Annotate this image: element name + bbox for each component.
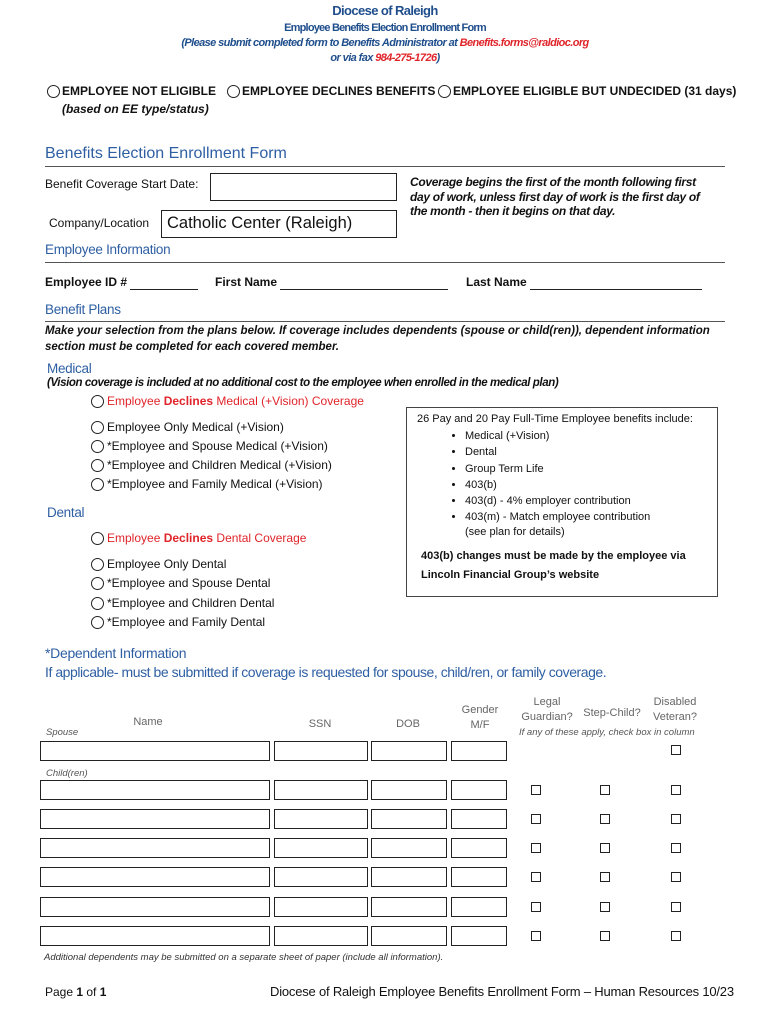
medical-decline-prefix: Employee [107,394,164,408]
child-step-child-checkbox[interactable] [600,931,610,941]
last-name-line[interactable] [530,275,702,290]
additional-dependents-note: Additional dependents may be submitted on a separate sheet of paper (include all information). [44,952,444,963]
medical-option-label: *Employee and Family Medical (+Vision) [107,477,323,491]
child-dob-input[interactable] [371,897,447,917]
dental-decline-suffix: Dental Coverage [213,531,307,545]
plan-instructions: Make your selection from the plans below. If coverage includes dependents (spouse or child(ren)), dependent information section must be completed for each covered member. [45,325,710,353]
medical-option-label: *Employee and Spouse Medical (+Vision) [107,439,328,453]
start-date-label: Benefit Coverage Start Date: [45,177,199,191]
not-eligible-option[interactable] [47,84,216,98]
dental-option-radio[interactable] [91,597,104,610]
dental-option-label: Employee Only Dental [107,557,227,571]
medical-option-employee-spouse[interactable] [91,439,328,453]
dental-option-radio[interactable] [91,616,104,629]
diocese-title: Diocese of Raleigh [332,3,438,18]
children-label: Child(ren) [46,768,88,779]
benefits-summary-box [406,407,718,597]
child-step-child-checkbox[interactable] [600,843,610,853]
child-gender-input[interactable] [451,838,507,858]
page-total: 1 [99,985,107,999]
child-gender-input[interactable] [451,809,507,829]
medical-option-radio[interactable] [91,459,104,472]
spouse-disabled-veteran-checkbox[interactable] [671,745,681,755]
fax-instructions [0,52,770,64]
benefits-403b-note: 403(b) changes must be made by the employee via Lincoln Financial Group’s website [421,549,686,581]
medical-option-employee-only[interactable] [91,420,284,434]
page-prefix: Page [45,985,77,999]
vision-note: (Vision coverage is included at no additional cost to the employee when enrolled in the medical plan) [47,377,559,389]
child-legal-guardian-checkbox[interactable] [531,843,541,853]
child-step-child-checkbox[interactable] [600,872,610,882]
company-location-input[interactable]: Catholic Center (Raleigh) [161,210,397,238]
child-gender-input[interactable] [451,897,507,917]
undecided-option[interactable] [438,84,736,98]
dental-decline-bold: Declines [163,531,214,545]
child-disabled-veteran-checkbox[interactable] [671,872,681,882]
not-eligible-radio[interactable] [47,85,60,98]
form-title: Benefits Election Enrollment Form [45,145,287,162]
child-disabled-veteran-checkbox[interactable] [671,814,681,824]
child-name-input[interactable] [40,809,270,829]
fax-number: 984-275-1726 [375,52,437,64]
child-name-input[interactable] [40,926,270,946]
benefits-list-item: • Group Term Life [465,461,717,477]
fax-suffix: ) [436,52,440,64]
child-disabled-veteran-checkbox[interactable] [671,931,681,941]
dependent-info-subheading: If applicable- must be submitted if coverage is requested for spouse, child/ren, or family coverage. [45,664,607,680]
medical-heading: Medical [47,361,92,376]
child-ssn-input[interactable] [274,780,368,800]
benefits-list-item: • Medical (+Vision) [465,428,717,444]
fax-prefix: or via fax [330,52,376,64]
child-ssn-input[interactable] [274,926,368,946]
benefits-plan-note: (see plan for details) [465,525,565,538]
col-step-child-header: Step-Child? [583,707,641,719]
dental-option-label: *Employee and Children Dental [107,596,275,610]
form-subtitle: Employee Benefits Election Enrollment Form [284,22,486,34]
child-disabled-veteran-checkbox[interactable] [671,785,681,795]
child-legal-guardian-checkbox[interactable] [531,814,541,824]
medical-option-radio[interactable] [91,478,104,491]
child-legal-guardian-checkbox[interactable] [531,872,541,882]
child-name-input[interactable] [40,897,270,917]
dental-decline-prefix: Employee [107,531,164,545]
submission-instructions [0,37,770,49]
child-name-input[interactable] [40,838,270,858]
medical-option-employee-children[interactable] [91,458,332,472]
dental-decline-option[interactable] [91,531,306,545]
child-gender-input[interactable] [451,780,507,800]
child-disabled-veteran-checkbox[interactable] [671,843,681,853]
employee-info-heading: Employee Information [45,242,171,257]
employee-info-rule [45,262,725,263]
child-ssn-input[interactable] [274,838,368,858]
medical-decline-bold: Declines [163,394,214,408]
dental-option-employee-children[interactable] [91,596,274,610]
dental-option-radio[interactable] [91,558,104,571]
start-date-input[interactable] [210,173,397,201]
coverage-note: Coverage begins the first of the month following first day of work, unless first day of work is the first day of the month - then it begins on that day. [410,175,700,218]
declines-benefits-radio[interactable] [227,85,240,98]
page-number [45,985,106,999]
dental-option-employee-family[interactable] [91,615,265,629]
child-dob-input[interactable] [371,867,447,887]
first-name-label: First Name [215,275,278,289]
child-dob-input[interactable] [371,926,447,946]
child-ssn-input[interactable] [274,809,368,829]
declines-benefits-label: EMPLOYEE DECLINES BENEFITS [242,84,436,98]
col-ssn-header: SSN [308,718,332,730]
dental-option-employee-spouse[interactable] [91,576,270,590]
dental-heading: Dental [47,505,85,520]
last-name-field[interactable] [466,275,702,290]
col-gender-header: Gender M/F [461,704,499,731]
benefits-email-link[interactable]: Benefits.forms@raldioc.org [459,37,589,49]
col-dob-header: DOB [396,718,420,730]
dental-option-employee-only[interactable] [91,557,226,571]
medical-decline-option[interactable] [91,394,364,408]
benefit-plans-rule [45,321,725,322]
spouse-name-input[interactable] [40,741,270,761]
benefit-plans-heading: Benefit Plans [45,302,121,317]
child-gender-input[interactable] [451,867,507,887]
child-disabled-veteran-checkbox[interactable] [671,902,681,912]
not-eligible-note: (based on EE type/status) [62,102,209,116]
spouse-dob-input[interactable] [371,741,447,761]
benefits-list-item: • 403(d) - 4% employer contribution [465,493,717,509]
child-step-child-checkbox[interactable] [600,814,610,824]
declines-benefits-option[interactable] [227,84,435,98]
benefits-list-item: • 403(b) [465,477,717,493]
child-legal-guardian-checkbox[interactable] [531,902,541,912]
dental-option-label: *Employee and Spouse Dental [107,576,271,590]
medical-option-radio[interactable] [91,440,104,453]
undecided-label: EMPLOYEE ELIGIBLE BUT UNDECIDED (31 days) [453,84,737,98]
checkbox-instruction-note: If any of these apply, check box in column [519,727,695,738]
col-legal-guardian-header: Legal Guardian? [521,696,573,723]
medical-decline-suffix: Medical (+Vision) Coverage [213,394,364,408]
medical-decline-label [107,394,364,408]
not-eligible-label: EMPLOYEE NOT ELIGIBLE [62,84,217,98]
child-dob-input[interactable] [371,780,447,800]
col-disabled-veteran-header: Disabled Veteran? [652,696,698,723]
child-name-input[interactable] [40,867,270,887]
page-current: 1 [76,985,84,999]
employee-id-label: Employee ID # [45,275,128,289]
child-legal-guardian-checkbox[interactable] [531,931,541,941]
benefits-summary-title: 26 Pay and 20 Pay Full-Time Employee benefits include: [417,413,693,425]
medical-option-label: *Employee and Children Medical (+Vision) [107,458,332,472]
child-gender-input[interactable] [451,926,507,946]
instruction-prefix: (Please submit completed form to Benefits Administrator at [181,37,460,49]
benefits-list-item: • 403(m) - Match employee contribution [465,509,717,525]
form-title-rule [45,166,725,167]
benefits-list-item: • Dental [465,444,717,460]
dependent-info-heading: *Dependent Information [45,645,187,661]
employee-id-line[interactable] [130,275,198,290]
company-label: Company/Location [49,216,150,230]
medical-option-label: Employee Only Medical (+Vision) [107,420,284,434]
col-name-header: Name [133,716,163,728]
first-name-line[interactable] [280,275,448,290]
employee-id-field[interactable] [45,275,198,290]
dental-decline-radio[interactable] [91,532,104,545]
medical-decline-radio[interactable] [91,395,104,408]
child-ssn-input[interactable] [274,867,368,887]
spouse-gender-input[interactable] [451,741,507,761]
spouse-ssn-input[interactable] [274,741,368,761]
footer-doc-title: Diocese of Raleigh Employee Benefits Enrollment Form – Human Resources 10/23 [270,984,734,999]
page-of: of [83,985,100,999]
undecided-radio[interactable] [438,85,451,98]
dental-option-label: *Employee and Family Dental [107,615,266,629]
dental-option-radio[interactable] [91,577,104,590]
child-ssn-input[interactable] [274,897,368,917]
child-dob-input[interactable] [371,809,447,829]
benefits-list [407,428,717,526]
child-name-input[interactable] [40,780,270,800]
medical-option-employee-family[interactable] [91,477,323,491]
child-step-child-checkbox[interactable] [600,902,610,912]
dental-decline-label [107,531,306,545]
medical-option-radio[interactable] [91,421,104,434]
spouse-label: Spouse [46,727,79,738]
child-legal-guardian-checkbox[interactable] [531,785,541,795]
first-name-field[interactable] [215,275,448,290]
child-dob-input[interactable] [371,838,447,858]
child-step-child-checkbox[interactable] [600,785,610,795]
last-name-label: Last Name [466,275,527,289]
